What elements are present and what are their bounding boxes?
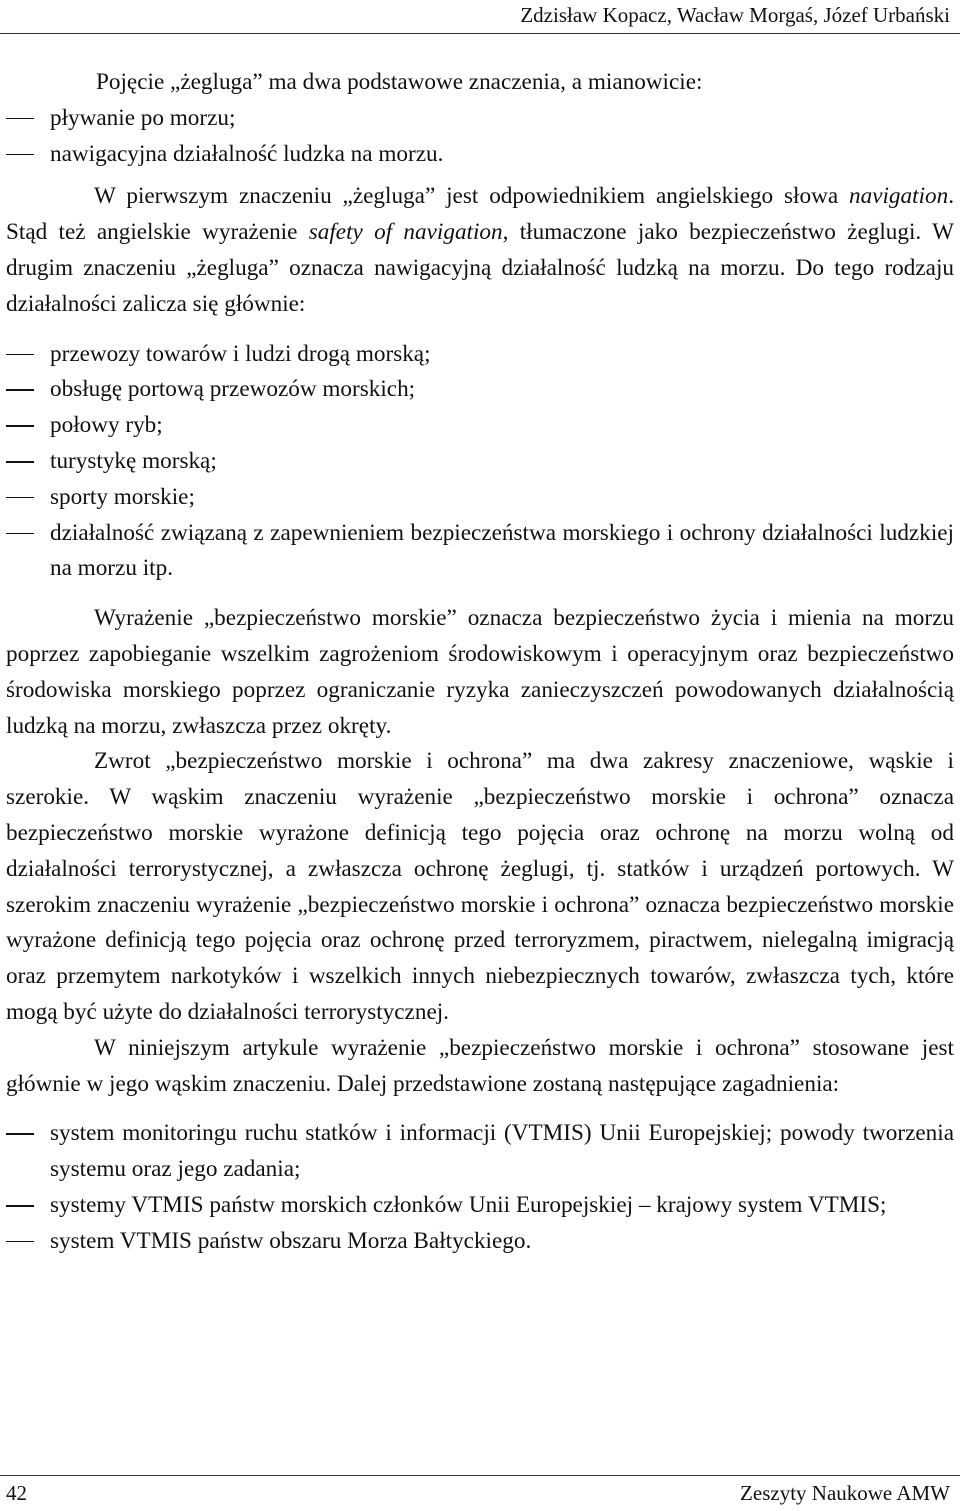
- list-item: przewozy towarów i ludzi drogą morską;: [6, 337, 954, 373]
- text-segment: W pierwszym znaczeniu „żegluga” jest odpowiednikiem angielskiego słowa: [94, 183, 850, 210]
- list-item: sporty morskie;: [6, 480, 954, 516]
- footer-divider: [0, 1475, 960, 1476]
- text-segment: , tłumaczone jako bezpieczeństwo żeglugi. W drugim znaczeniu „żegluga” oznacza nawigacyjną działalność ludzką na morzu. Do tego rodzaju działalności zalicza się głównie:: [6, 219, 954, 317]
- list-item: pływanie po morzu;: [6, 101, 954, 137]
- paragraph-navigation: [6, 179, 954, 322]
- header-divider: [0, 33, 960, 34]
- list-item: działalność związaną z zapewnieniem bezpieczeństwa morskiego i ochrony działalności ludzkiej na morzu itp.: [6, 516, 954, 588]
- list-item: połowy ryb;: [6, 408, 954, 444]
- paragraph-intro: Pojęcie „żegluga” ma dwa podstawowe znaczenia, a mianowicie:: [96, 69, 703, 95]
- english-term: safety of navigation: [308, 219, 503, 246]
- journal-name: Zeszyty Naukowe AMW: [740, 1481, 950, 1505]
- paragraph-maritime-safety: Wyrażenie „bezpieczeństwo morskie” oznacza bezpieczeństwo życia i mienia na morzu poprzez zapobieganie wszelkim zagrożeniom środowiskowym i operacyjnym oraz bezpieczeństwo środowiska morskiego poprzez ograniczanie ryzyka zanieczyszczeń powodowanych działalnością ludzką na morzu, zwłaszcza przez okręty.: [6, 605, 954, 739]
- article-body: [6, 65, 954, 1260]
- list-item: obsługę portową przewozów morskich;: [6, 372, 954, 408]
- list-item: system monitoringu ruchu statków i informacji (VTMIS) Unii Europejskiej; powody tworzenia systemu oraz jego zadania;: [6, 1116, 954, 1188]
- list-item: systemy VTMIS państw morskich członków Unii Europejskiej – krajowy system VTMIS;: [6, 1188, 954, 1224]
- text-segment: . Stąd też angielskie wyrażenie: [6, 183, 954, 246]
- running-header: Zdzisław Kopacz, Wacław Morgaś, Józef Urbański: [520, 3, 950, 27]
- activities-list: [6, 337, 954, 588]
- list-item: system VTMIS państw obszaru Morza Bałtyckiego.: [6, 1224, 954, 1260]
- paragraph-safety-and-security: Zwrot „bezpieczeństwo morskie i ochrona” ma dwa zakresy znaczeniowe, wąskie i szerokie. W wąskim znaczeniu wyrażenie „bezpieczeństwo morskie i ochrona” oznacza bezpieczeństwo morskie wyrażone definicją tego pojęcia oraz ochronę na morzu wolną od działalności terrorystycznej, a zwłaszcza ochronę żeglugi, tj. statków i urządzeń portowych. W szerokim znaczeniu wyrażenie „bezpieczeństwo morskie i ochrona” oznacza bezpieczeństwo morskie wyrażone definicją tego pojęcia oraz ochronę przed terroryzmem, piractwem, nielegalną imigracją oraz przemytem narkotyków i wszelkich innych niebezpiecznych towarów, zwłaszcza tych, które mogą być użyte do działalności terrorystycznej.: [6, 748, 954, 1025]
- paragraph-article-scope: W niniejszym artykule wyrażenie „bezpieczeństwo morskie i ochrona” stosowane jest głównie w jego wąskim znaczeniu. Dalej przedstawione zostaną następujące zagadnienia:: [6, 1034, 954, 1097]
- english-term: navigation: [849, 183, 949, 210]
- list-item: turystykę morską;: [6, 444, 954, 480]
- meanings-list: [6, 101, 954, 173]
- page-number: 42: [6, 1481, 27, 1505]
- topics-list: [6, 1116, 954, 1259]
- list-item: nawigacyjna działalność ludzka na morzu.: [6, 137, 954, 173]
